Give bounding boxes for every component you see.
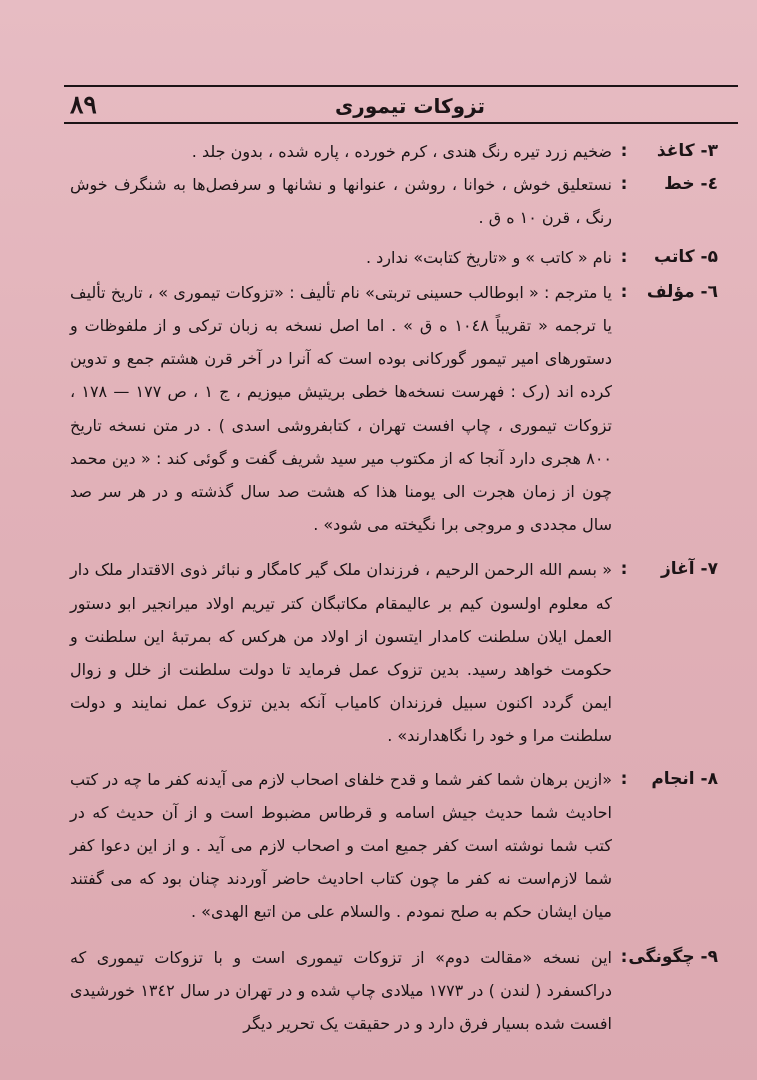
- header-top-rule: [64, 85, 738, 87]
- entry-colon: :: [620, 246, 628, 267]
- entry-label: ۵- کاتب: [653, 246, 718, 267]
- page-number: ۸۹: [70, 90, 97, 119]
- entry-label: ٤- خط: [664, 174, 718, 195]
- running-title: تزوکات تیموری: [334, 94, 486, 118]
- entry-text: «ازین برهان شما کفر شما و قدح خلفای اصحاب لازم می آیدنه کفر ما چه در کتب احادیث شما حدیث جیش اسامه و قرطاس مضبوط است و از آن حدیث که در کتب شما نوشته است کفر جمیع امت و اصحاب لازم می آید . و از این دعوا کفر شما لازم‌است نه کفر ما چون کتاب احادیث حاضر آوردند چنان بود که می گفتند میان ایشان حکم به صلح نمودم . والسلام علی من اتبع الهدی» .: [70, 769, 612, 922]
- entry-incipit: [70, 553, 718, 752]
- entry-scribe: [70, 241, 718, 274]
- entry-label: ۳- کاغذ: [656, 141, 718, 161]
- header-bottom-rule: [64, 122, 738, 124]
- entry-label: ٦- مؤلف: [646, 281, 718, 302]
- entry-colon: :: [620, 768, 628, 789]
- catalog-entries: [70, 135, 718, 1040]
- entry-colon: :: [620, 559, 628, 580]
- entry-label: ۷- آغاز: [661, 559, 718, 580]
- entry-text: ضخیم زرد تیره رنگ هندی ، کرم خورده ، پاره شده ، بدون جلد .: [191, 142, 612, 161]
- entry-text: نام « کاتب » و «تاریخ کتابت» ندارد .: [365, 247, 612, 267]
- entry-colon: :: [620, 281, 628, 302]
- entry-colon: :: [620, 141, 628, 161]
- entry-author: [70, 276, 718, 542]
- entry-text: نستعلیق خوش ، خوانا ، روشن ، عنوانها و نشانها و سرفصل‌ها به شنگرف خوش رنگ ، قرن ۱۰ ه ق .: [70, 175, 612, 228]
- entry-label: ۹- چگونگی: [628, 946, 718, 967]
- entry-script: [70, 168, 718, 234]
- entry-colon: :: [620, 174, 628, 195]
- entry-explicit: [70, 763, 718, 929]
- entry-description: [70, 941, 718, 1041]
- entry-text: یا مترجم : « ابوطالب حسینی تربتی» نام تألیف : «تزوکات تیموری » ، تاریخ تألیف یا ترجمه « تقریباً ۱۰٤۸ ه ق » . اما اصل نسخه به زبان ترکی و از ملفوظات و دستورهای امیر تیمور گورکانی بوده است که آنرا در آخر قرن هشتم جمع و تدوین کرده اند (رک : فهرست نسخه‌ها خطی بریتیش میوزیم ، ج ۱ ، ص ۱۷۷ — ۱۷۸ ، تزوکات تیموری ، چاپ افست تهران ، کتابفروشی اسدی ) . در متن نسخه تاریخ ۸۰۰ هجری دارد آنجا که از مکتوب میر سید شریف گفت و گوئی کند : « دین محمد چون از زمان هجرت الی یومنا هذا که هشت صد سال گذشته و در هر سر صد سال مجددی و مروجی برا نگیخته می شود» .: [70, 282, 613, 535]
- entry-colon: :: [620, 946, 628, 967]
- entry-text: « بسم الله الرحمن الرحیم ، فرزندان ملک گیر کامگار و نبائر ذوی الاقتدار ملک دار که معلوم اولسون کیم بر عالیمقام مکاتبگان کتر تیریم اولاد میرانجیر ابو دستور العمل ایلان سلطنت کامدار ایتسون از اولاد من هرکس که بمرتبه‌ٔ این سلطنت و حکومت خواهد رسید. بدین تزوک عمل فرماید تا دولت سلطنت از خلل و زوال ایمن گردد اکنون سبیل فرزندان کامیاب آنکه بدین تزوک عمل نمایند و دولت سلطنت مرا و خود را نگاهدارند» .: [70, 560, 612, 746]
- entry-paper: [70, 135, 718, 168]
- entry-label: ۸- انجام: [651, 768, 718, 789]
- entry-text: این نسخه «مقالت دوم» از تزوکات تیموری است و با تزوکات تیموری که دراکسفرد ( لندن ) در ۱۷۷۳ میلادی چاپ شده و در تهران در سال ۱۳٤۲ خورشیدی افست شده بسیار فرق دارد و در حقیقت یک تحریر دیگر: [70, 947, 612, 1034]
